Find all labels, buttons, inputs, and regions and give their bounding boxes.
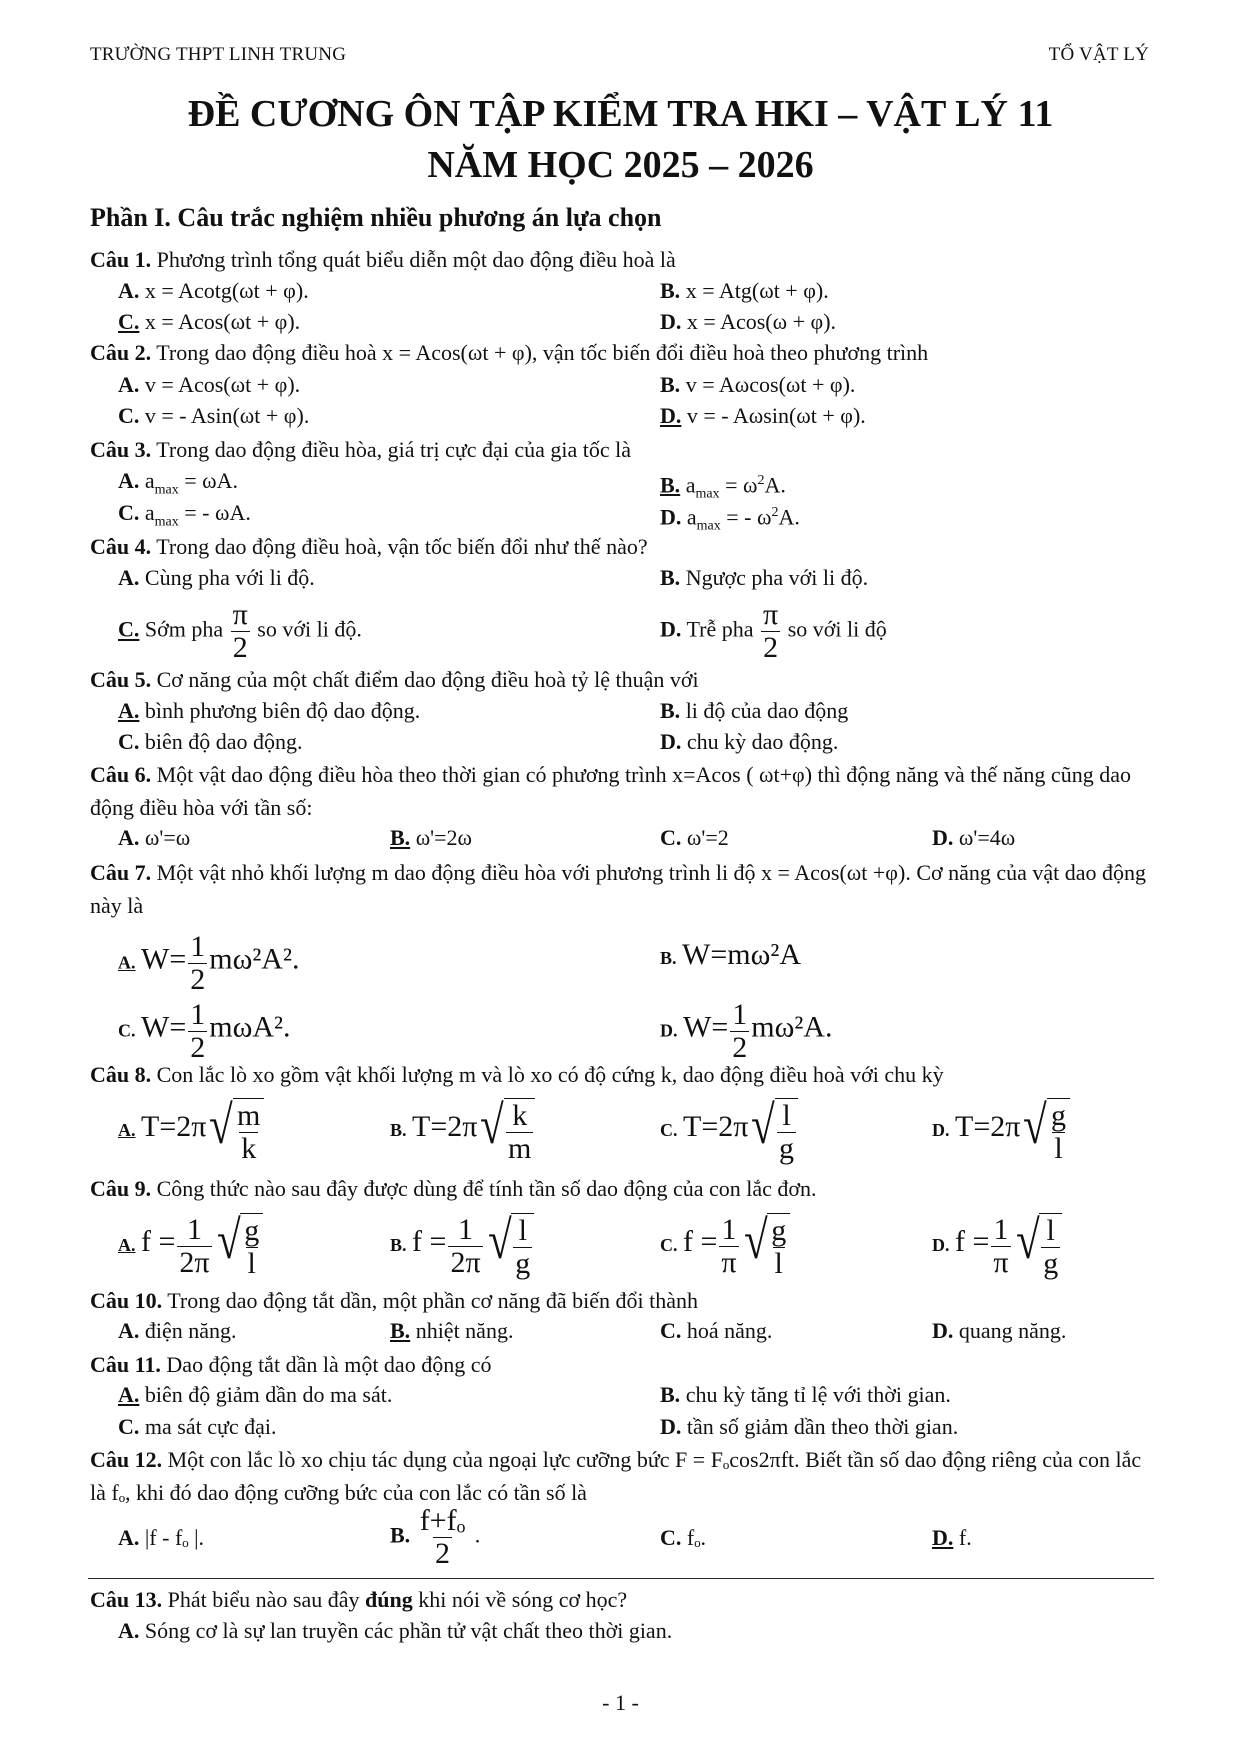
q8-option-a: A. T=2π √ $\frac{m}{k}$	[118, 1098, 264, 1164]
question-10: Câu 10. Trong dao động tắt dần, một phần cơ năng đã biến đổi thành	[90, 1288, 699, 1313]
doc-title: ĐỀ CƯƠNG ÔN TẬP KIỂM TRA HKI – VẬT LÝ 11	[187, 93, 1054, 135]
q5-option-c: C. biên độ dao động.	[118, 729, 303, 754]
q4-option-a: A. Cùng pha với li độ.	[118, 565, 315, 590]
q12-option-c: C. fₒ.	[660, 1525, 707, 1550]
q3-option-c: C. $a_{max}$ = - ωA.	[118, 500, 251, 530]
q4-option-b: B. Ngược pha với li độ.	[660, 565, 869, 590]
q1-option-b: B. x = Atg(ωt + φ).	[660, 278, 829, 303]
question-2: Câu 2. Trong dao động điều hoà x = Acos(ωt + φ), vận tốc biến đổi điều hoà theo phương trình	[90, 340, 929, 365]
q7-option-a: A. W= $\frac{1}{2}$ mω²A².	[118, 930, 300, 996]
question-7: Câu 7. Một vật nhỏ khối lượng m dao động điều hòa với phương trình li độ x = Acos(ωt +φ). Cơ năng của vật dao động này là	[90, 860, 1147, 918]
q13-option-a: A. Sóng cơ là sự lan truyền các phần tử vật chất theo thời gian.	[118, 1618, 673, 1643]
part-heading: Phần I. Câu trắc nghiệm nhiều phương án lựa chọn	[90, 203, 662, 232]
q3-option-a: A. $a_{max} = \omega A$.	[118, 468, 239, 498]
department-name: TỔ VẬT LÝ	[1048, 44, 1149, 65]
q2-option-c: C. v = - Asin(ωt + φ).	[118, 403, 310, 428]
question-13: Câu 13. Phát biểu nào sau đây đúng khi nói về sóng cơ học?	[90, 1587, 628, 1612]
q11-option-b: B. chu kỳ tăng tỉ lệ với thời gian.	[660, 1382, 951, 1407]
q5-option-b: B. li độ của dao động	[660, 698, 849, 723]
q10-option-a: A. điện năng.	[118, 1318, 237, 1343]
q2-option-b: B. v = Aωcos(ωt + φ).	[660, 372, 856, 397]
q10-option-c: C. hoá năng.	[660, 1318, 773, 1343]
question-5: Câu 5. Cơ năng của một chất điểm dao động điều hoà tỷ lệ thuận với	[90, 667, 699, 692]
q1-option-c: C. x = Acos(ωt + φ).	[118, 309, 301, 334]
question-6: Câu 6. Một vật dao động điều hòa theo thời gian có phương trình x=Acos ( ωt+φ) thì động năng và thế năng cũng dao động điều hòa với tần số:	[90, 762, 1131, 820]
q7-option-c: C. W= $\frac{1}{2}$ mωA².	[118, 998, 291, 1064]
q12-option-d: D. f.	[932, 1525, 972, 1550]
q11-option-c: C. ma sát cực đại.	[118, 1414, 277, 1439]
q9-option-a: A. f = $\frac{1}{2\pi}$ √ $\frac{g}{l}$	[118, 1213, 263, 1279]
q9-option-d: D. f = $\frac{1}{\pi}$ √ $\frac{l}{g}$	[932, 1213, 1062, 1279]
question-4: Câu 4. Trong dao động điều hoà, vận tốc biến đổi như thế nào?	[90, 534, 648, 559]
divider-line	[88, 1578, 1154, 1579]
question-11: Câu 11. Dao động tắt dần là một dao động có	[90, 1352, 492, 1377]
q1-option-a: A. x = Acotg(ωt + φ).	[118, 278, 309, 303]
q7-option-b: B. W=mω²A	[660, 938, 801, 971]
q6-option-c: C. ω'=2	[660, 825, 729, 850]
q8-option-d: D. T=2π √ $\frac{g}{l}$	[932, 1098, 1070, 1164]
q2-option-a: A. v = Acos(ωt + φ).	[118, 372, 301, 397]
q9-option-b: B. f = $\frac{1}{2\pi}$ √ $\frac{l}{g}$	[390, 1213, 534, 1279]
q10-option-d: D. quang năng.	[932, 1318, 1067, 1343]
q6-option-b: B. ω'=2ω	[390, 825, 473, 850]
q7-option-d: D. W= $\frac{1}{2}$ mω²A.	[660, 998, 833, 1064]
question-3: Câu 3. Trong dao động điều hòa, giá trị cực đại của gia tốc là	[90, 437, 632, 462]
question-1: Câu 1. Phương trình tổng quát biểu diễn một dao động điều hoà là	[90, 247, 676, 272]
q11-option-a: A. biên độ giảm dần do ma sát.	[118, 1382, 393, 1407]
q8-option-b: B. T=2π √ $\frac{k}{m}$	[390, 1098, 535, 1164]
q11-option-d: D. tần số giảm dần theo thời gian.	[660, 1414, 959, 1439]
q4-option-c: C. Sớm pha $\frac{\pi}{2}$ so với li độ.	[118, 598, 362, 664]
q12-option-a: A. |f - fₒ |.	[118, 1525, 205, 1550]
q6-option-d: D. ω'=4ω	[932, 825, 1016, 850]
q1-option-d: D. x = Acos(ω + φ).	[660, 309, 837, 334]
q8-option-c: C. T=2π √ $\frac{l}{g}$	[660, 1098, 798, 1164]
q10-option-b: B. nhiệt năng.	[390, 1318, 514, 1343]
doc-subtitle: NĂM HỌC 2025 – 2026	[427, 144, 814, 186]
q5-option-a: A. bình phương biên độ dao động.	[118, 698, 421, 723]
question-8: Câu 8. Con lắc lò xo gồm vật khối lượng m và lò xo có độ cứng k, dao động điều hoà với chu kỳ	[90, 1062, 944, 1087]
school-name: TRƯỜNG THPT LINH TRUNG	[90, 44, 347, 65]
q9-option-c: C. f = $\frac{1}{\pi}$ √ $\frac{g}{l}$	[660, 1213, 790, 1279]
q4-option-d: D. Trễ pha $\frac{\pi}{2}$ so với li độ	[660, 598, 887, 664]
q5-option-d: D. chu kỳ dao động.	[660, 729, 839, 754]
q6-option-a: A. ω'=ω	[118, 825, 191, 850]
question-9: Câu 9. Công thức nào sau đây được dùng để tính tần số dao động của con lắc đơn.	[90, 1176, 817, 1201]
q3-option-d: D. $a_{max}$ = - $\omega^2A$.	[660, 504, 800, 534]
q2-option-d: D. v = - Aωsin(ωt + φ).	[660, 403, 866, 428]
q3-option-b: B. $a_{max} = \omega^2A$.	[660, 472, 786, 502]
question-12: Câu 12. Một con lắc lò xo chịu tác dụng của ngoại lực cưỡng bức F = Fₒcos2πft. Biết tần số dao động riêng của con lắc là fₒ, khi đó dao động cưỡng bức của con lắc có tần số là	[90, 1447, 1142, 1505]
page-number: - 1 -	[602, 1690, 639, 1715]
q12-option-b: B. $\frac{\text{f+fₒ}}{2}$ .	[390, 1504, 481, 1570]
